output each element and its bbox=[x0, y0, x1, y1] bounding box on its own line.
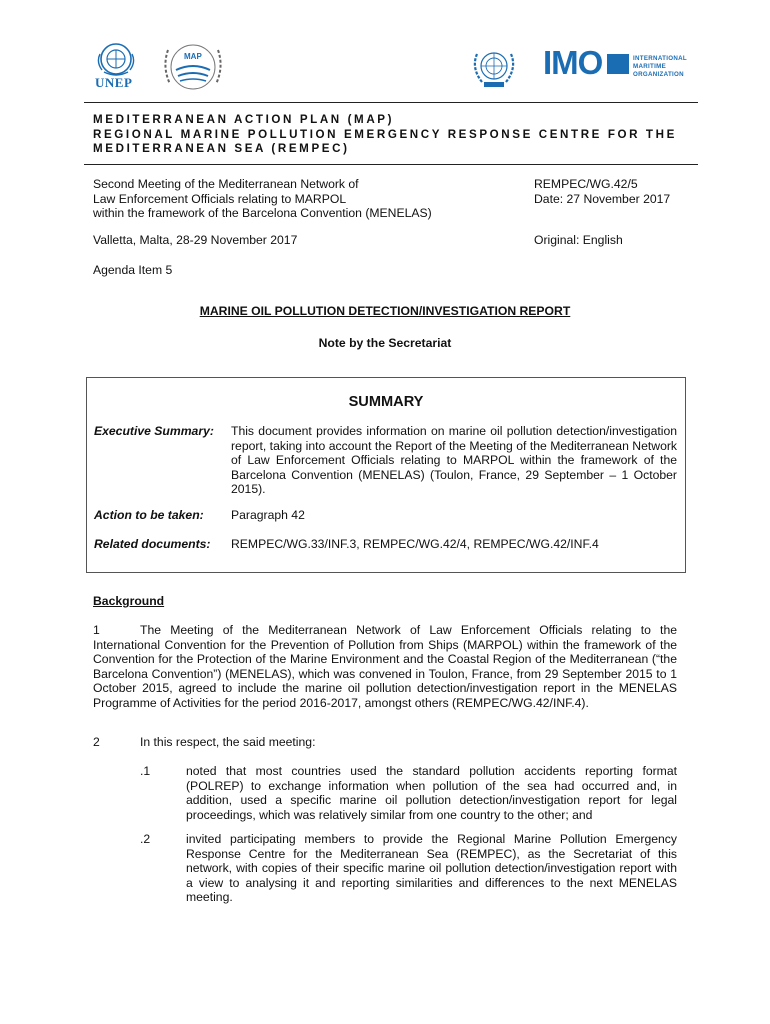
imo-emblem-icon bbox=[607, 54, 629, 74]
imo-sub-line: ORGANIZATION bbox=[633, 71, 684, 78]
action-text: Paragraph 42 bbox=[231, 508, 305, 522]
meeting-place-date: Valletta, Malta, 28-29 November 2017 bbox=[93, 233, 298, 247]
meeting-line: Second Meeting of the Mediterranean Network of bbox=[93, 177, 359, 191]
org-line: MEDITERRANEAN ACTION PLAN (MAP) bbox=[93, 113, 395, 126]
unep-logo bbox=[92, 42, 140, 90]
unep-logo-text: UNEP bbox=[95, 75, 133, 90]
document-title: MARINE OIL POLLUTION DETECTION/INVESTIGATION REPORT bbox=[199, 304, 571, 318]
paragraph-1 bbox=[93, 623, 677, 711]
sub-item-2-text: invited participating members to provide the Regional Marine Pollution Emergency Response Centre for the Mediterranean Sea (REMPEC), as the Secretariat of this network, with copies of their specific marine oil pollution detection/investigation report with a view to analysing it and reporting similarities and differences to the next MENELAS meeting. bbox=[186, 832, 677, 905]
org-line: REGIONAL MARINE POLLUTION EMERGENCY RESPONSE CENTRE FOR THE bbox=[93, 127, 677, 141]
document-symbol: REMPEC/WG.42/5 bbox=[534, 177, 638, 191]
imo-sub-line: INTERNATIONAL bbox=[633, 55, 687, 62]
map-logo-text: MAP bbox=[184, 52, 202, 61]
related-documents-text: REMPEC/WG.33/INF.3, REMPEC/WG.42/4, REMPEC/WG.42/INF.4 bbox=[231, 537, 599, 551]
action-label: Action to be taken: bbox=[94, 508, 204, 522]
header-bottom-rule bbox=[84, 164, 698, 165]
sub-item-number: .2 bbox=[140, 832, 151, 846]
background-heading: Background bbox=[93, 594, 165, 608]
unep-emblem-icon bbox=[92, 42, 140, 78]
paragraph-number: 1 bbox=[93, 623, 100, 637]
paragraph-2-text: In this respect, the said meeting: bbox=[140, 735, 316, 749]
related-documents-label: Related documents: bbox=[94, 537, 211, 551]
imo-logo-text: IMO bbox=[543, 44, 603, 81]
imo-org-name bbox=[633, 55, 687, 79]
document-date: Date: 27 November 2017 bbox=[534, 191, 671, 206]
document-subtitle: Note by the Secretariat bbox=[318, 336, 452, 350]
summary-box bbox=[86, 377, 686, 573]
executive-summary-label: Executive Summary: bbox=[94, 424, 214, 438]
paragraph-number: 2 bbox=[93, 735, 100, 749]
map-emblem-icon bbox=[160, 40, 226, 94]
header-top-rule bbox=[84, 102, 698, 103]
un-laurel-icon bbox=[468, 44, 520, 92]
imo-logo bbox=[543, 44, 693, 84]
paragraph-1-text: The Meeting of the Mediterranean Network of Law Enforcement Officials relating to the International Convention for the Prevention of Pollution from Ships (MARPOL) within the framework of the Convention for the Protection of the Marine Environment and the Coastal Region of the Mediterranean (“the Barcelona Convention”) (MENELAS), which was convened in Toulon, France, from 29 September 2015 to 1 October 2015, agreed to include the marine oil pollution detection/investigation report in the MENELAS Programme of Activities for the period 2016-2017, amongst others (REMPEC/WG.42/INF.4). bbox=[93, 623, 677, 710]
org-line: MEDITERRANEAN SEA (REMPEC) bbox=[93, 142, 350, 156]
un-emblem-logo bbox=[468, 44, 520, 92]
summary-heading: SUMMARY bbox=[348, 394, 424, 410]
map-logo bbox=[160, 40, 226, 94]
meeting-title bbox=[93, 177, 493, 221]
imo-sub-line: MARITIME bbox=[633, 63, 666, 70]
organisation-block bbox=[93, 113, 693, 157]
sub-item-number: .1 bbox=[140, 764, 151, 778]
meeting-line: Law Enforcement Officials relating to MARPOL bbox=[93, 191, 347, 206]
sub-item-1-text: noted that most countries used the standard pollution accidents reporting format (POLREP) to exchange information when pollution of the sea had occurred and, in addition, used a specific marine oil pollution detection/investigation report for legal proceedings, which was relatively similar from one country to the other; and bbox=[186, 764, 677, 822]
meeting-line: within the framework of the Barcelona Convention (MENELAS) bbox=[93, 206, 432, 221]
document-info bbox=[534, 177, 694, 206]
document-language: Original: English bbox=[534, 233, 623, 247]
executive-summary-text: This document provides information on marine oil pollution detection/investigation report, taking into account the Report of the Meeting of the Mediterranean Network of Law Enforcement Officials relating to MARPOL within the framework of the Barcelona Convention (MENELAS) (Toulon, France, 29 September – 1 October 2015). bbox=[231, 424, 677, 497]
agenda-item: Agenda Item 5 bbox=[93, 263, 173, 277]
